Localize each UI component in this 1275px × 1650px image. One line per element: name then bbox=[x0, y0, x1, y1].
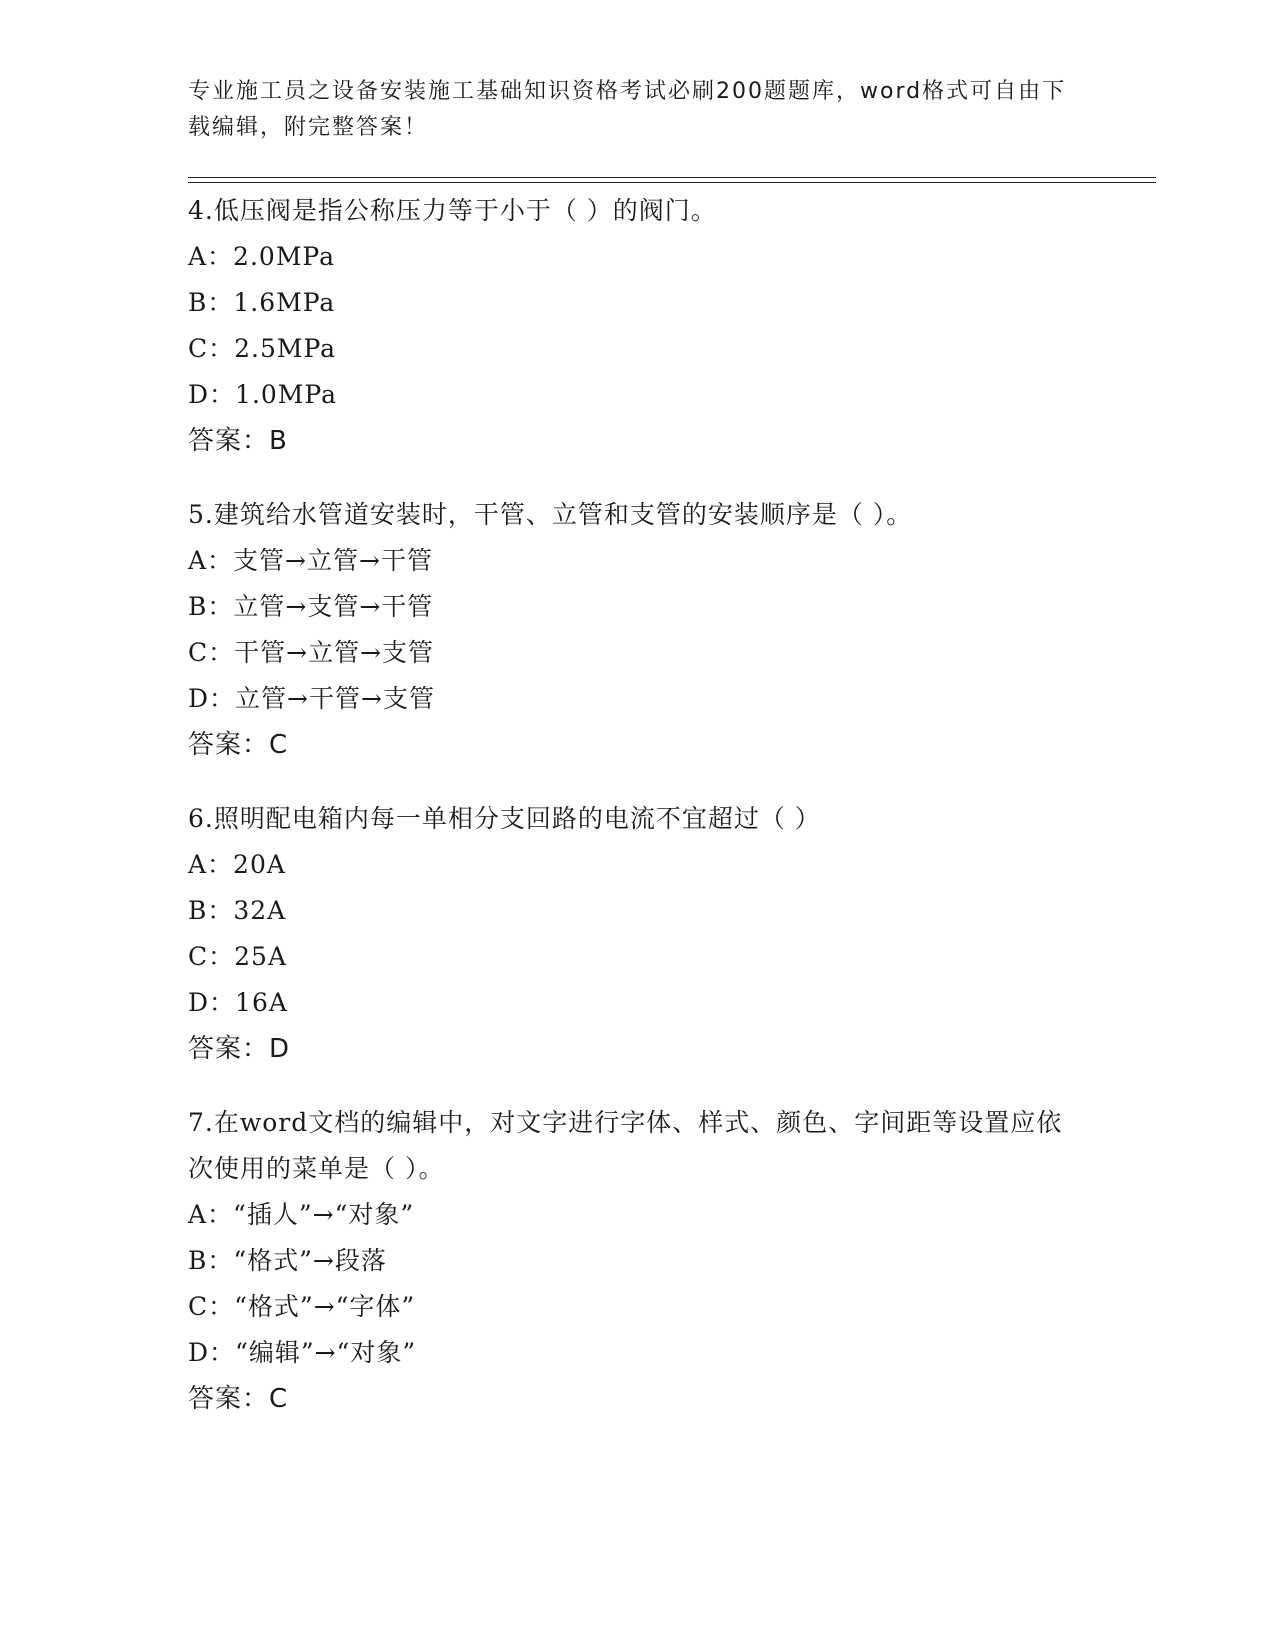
question-7 bbox=[188, 1100, 1088, 1422]
answer-line: 答案：B bbox=[188, 426, 288, 456]
question-6 bbox=[188, 796, 1088, 1072]
option-b: B：1.6MPa bbox=[188, 288, 336, 317]
option-d: D：1.0MPa bbox=[188, 380, 338, 409]
question-4 bbox=[188, 188, 1088, 464]
option-c: C：25A bbox=[188, 942, 287, 971]
option-b: B：立管→支管→干管 bbox=[188, 592, 434, 621]
option-d: D：16A bbox=[188, 988, 288, 1017]
option-b: B：32A bbox=[188, 896, 287, 925]
option-a: A：“插人”→“对象” bbox=[188, 1200, 415, 1229]
question-stem: 5.建筑给水管道安装时，干管、立管和支管的安装顺序是（ ）。 bbox=[188, 500, 913, 529]
question-list bbox=[188, 188, 1088, 1450]
option-d: D：立管→干管→支管 bbox=[188, 684, 435, 713]
answer-line: 答案：C bbox=[188, 730, 289, 760]
option-a: A：20A bbox=[188, 850, 286, 879]
answer-line: 答案：D bbox=[188, 1034, 291, 1064]
question-5 bbox=[188, 492, 1088, 768]
question-stem: 4.低压阀是指公称压力等于小于（ ）的阀门。 bbox=[188, 196, 717, 225]
header-divider-top bbox=[188, 177, 1156, 178]
option-a: A：2.0MPa bbox=[188, 242, 336, 271]
option-c: C：干管→立管→支管 bbox=[188, 638, 435, 667]
document-header: 专业施工员之设备安装施工基础知识资格考试必刷200题题库，word格式可自由下载编辑，附完整答案！ bbox=[188, 79, 1067, 140]
header-divider-bottom bbox=[188, 182, 1156, 183]
answer-line: 答案：C bbox=[188, 1384, 289, 1414]
question-stem: 7.在word文档的编辑中，对文字进行字体、样式、颜色、字间距等设置应依次使用的菜单是（ ）。 bbox=[188, 1108, 1063, 1183]
question-stem: 6.照明配电箱内每一单相分支回路的电流不宜超过（ ） bbox=[188, 804, 821, 833]
option-c: C：“格式”→“字体” bbox=[188, 1292, 416, 1321]
option-a: A：支管→立管→干管 bbox=[188, 546, 433, 575]
option-b: B：“格式”→段落 bbox=[188, 1246, 387, 1275]
option-c: C：2.5MPa bbox=[188, 334, 337, 363]
option-d: D：“编辑”→“对象” bbox=[188, 1338, 417, 1367]
